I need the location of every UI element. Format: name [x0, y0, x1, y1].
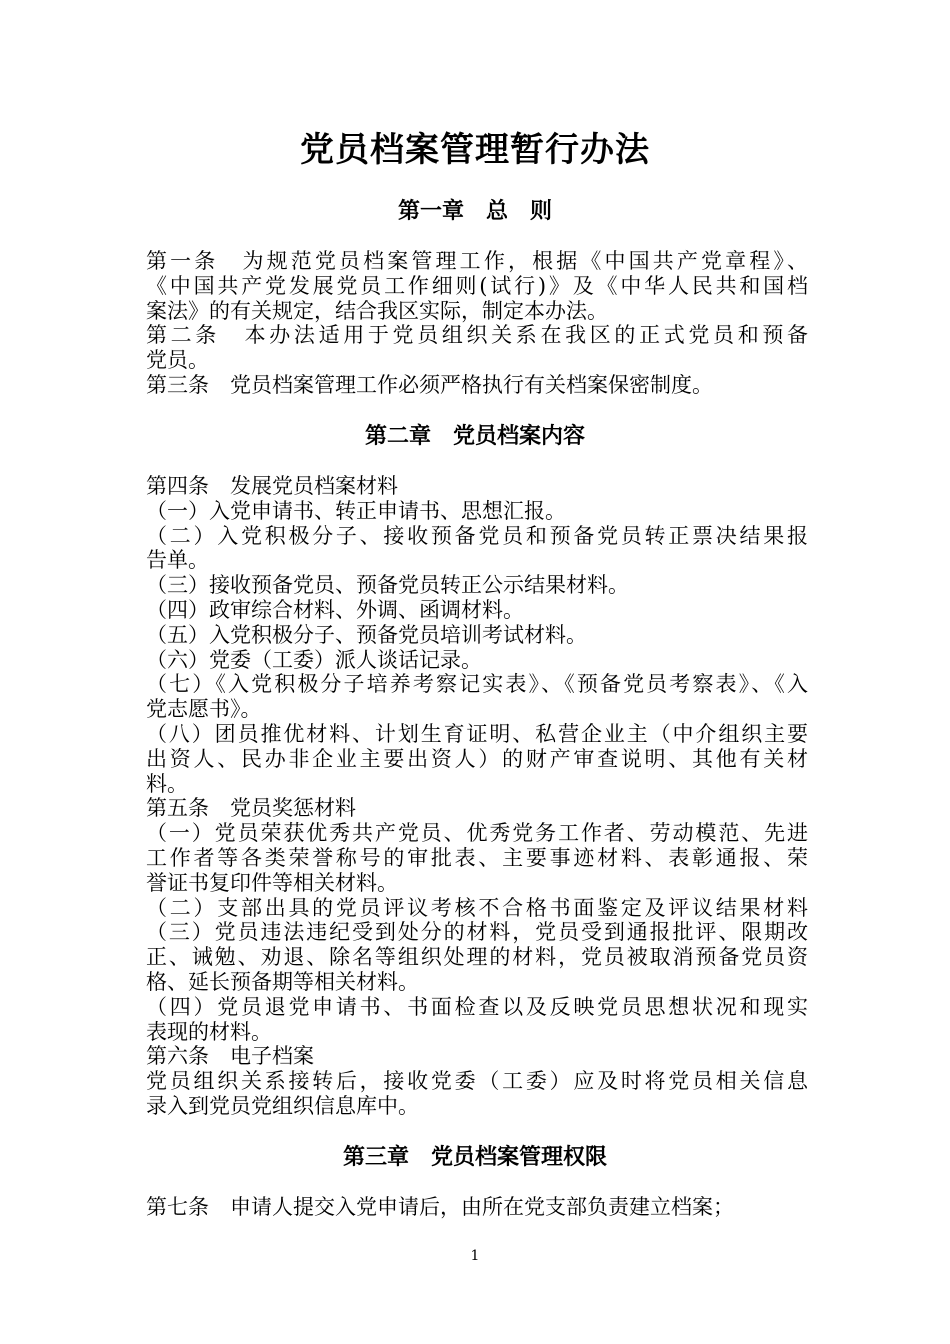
- text-line: （三）接收预备党员、预备党员转正公示结果材料。: [146, 573, 629, 598]
- text-line: 第二条 本办法适用于党员组织关系在我区的正式党员和预备: [146, 323, 808, 348]
- text-line: （七）《入党积极分子培养考察记实表》、《预备党员考察表》、《入: [146, 672, 808, 697]
- text-line: （五）入党积极分子、预备党员培训考试材料。: [146, 622, 587, 647]
- text-line: 第五条 党员奖惩材料: [146, 796, 356, 821]
- chapter-3-heading: 第三章 党员档案管理权限: [342, 1144, 607, 1170]
- chapter-1-heading: 第一章 总 则: [397, 198, 552, 224]
- text-line: 料。: [146, 771, 188, 796]
- text-line: （一）党员荣获优秀共产党员、优秀党务工作者、劳动模范、先进: [146, 821, 808, 846]
- text-line: （一）入党申请书、转正申请书、思想汇报。: [146, 498, 566, 523]
- text-line: 党员组织关系接转后，接收党委（工委）应及时将党员相关信息: [146, 1069, 808, 1094]
- chapter-3-body: [146, 1195, 808, 1220]
- text-line: 第四条 发展党员档案材料: [146, 474, 398, 498]
- text-line: 工作者等各类荣誉称号的审批表、主要事迹材料、表彰通报、荣: [146, 845, 808, 870]
- text-line: 誉证书复印件等相关材料。: [146, 870, 398, 895]
- text-line: （三）党员违法违纪受到处分的材料，党员受到通报批评、限期改: [146, 920, 808, 945]
- text-line: 第六条 电子档案: [146, 1044, 314, 1069]
- text-line: 录入到党员党组织信息库中。: [146, 1093, 419, 1118]
- document-title: 党员档案管理暂行办法: [300, 130, 650, 170]
- text-line: 第三条 党员档案管理工作必须严格执行有关档案保密制度。: [146, 372, 713, 397]
- text-line: 第七条 申请人提交入党申请后，由所在党支部负责建立档案；: [146, 1195, 734, 1219]
- text-line: （四）党员退党申请书、书面检查以及反映党员思想状况和现实: [146, 994, 808, 1019]
- text-line: 案法》的有关规定，结合我区实际，制定本办法。: [146, 298, 608, 323]
- chapter-2-heading: 第二章 党员档案内容: [364, 423, 585, 449]
- text-line: 正、诫勉、劝退、除名等组织处理的材料，党员被取消预备党员资: [146, 945, 808, 970]
- text-line: （八）团员推优材料、计划生育证明、私营企业主（中介组织主要: [146, 721, 808, 746]
- text-line: 告单。: [146, 548, 209, 573]
- chapter-2-body: [146, 474, 808, 1119]
- text-line: 党志愿书》。: [146, 697, 262, 722]
- text-line: （二）入党积极分子、接收预备党员和预备党员转正票决结果报: [146, 523, 808, 548]
- text-line: 出资人、民办非企业主要出资人）的财产审查说明、其他有关材: [146, 746, 808, 771]
- text-line: （四）政审综合材料、外调、函调材料。: [146, 597, 524, 622]
- text-line: 第一条 为规范党员档案管理工作，根据《中国共产党章程》、: [146, 249, 808, 273]
- text-line: 格、延长预备期等相关材料。: [146, 969, 419, 994]
- text-line: 表现的材料。: [146, 1019, 272, 1044]
- text-line: （二）支部出具的党员评议考核不合格书面鉴定及评议结果材料: [146, 895, 808, 920]
- chapter-1-body: [146, 249, 808, 398]
- text-line: （六）党委（工委）派人谈话记录。: [146, 647, 482, 672]
- text-line: 《中国共产党发展党员工作细则(试行)》及《中华人民共和国档: [146, 273, 808, 298]
- page-number: 1: [470, 1248, 480, 1264]
- text-line: 党员。: [146, 348, 209, 373]
